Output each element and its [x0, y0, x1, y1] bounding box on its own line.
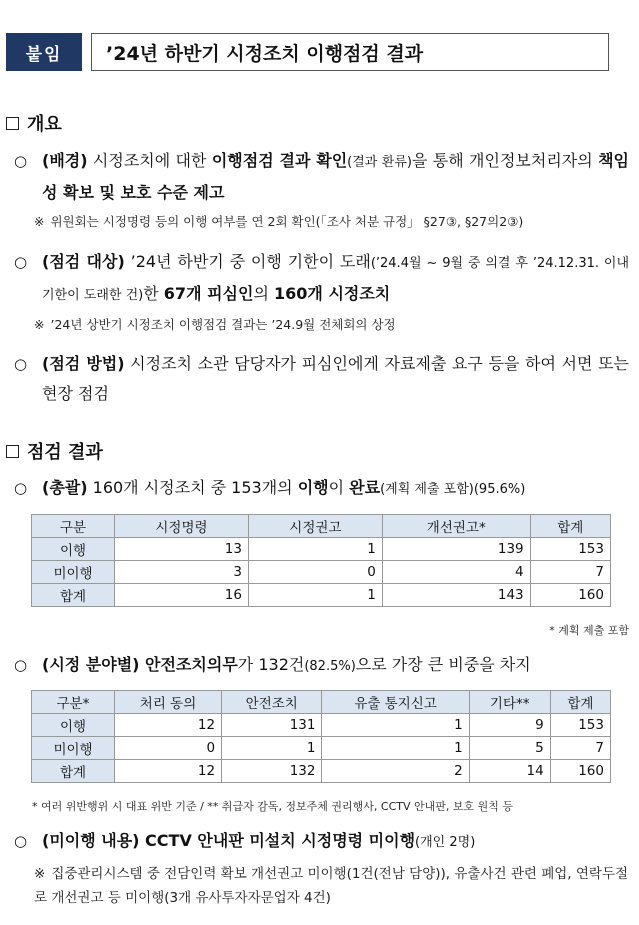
table-header-cell: 구분 [32, 515, 115, 538]
bullet-background [14, 146, 629, 208]
table-header-cell: 합계 [530, 515, 610, 538]
summary-table [31, 514, 611, 607]
table-cell: 1 [322, 737, 469, 760]
bullet-unfulfilled [14, 826, 629, 858]
row-label: 미이행 [32, 561, 115, 584]
table-cell: 143 [382, 584, 530, 607]
square-bullet-icon [6, 117, 19, 130]
section-results [6, 438, 103, 464]
circle-bullet-icon: ○ [14, 479, 28, 497]
table-footnote: * 여러 위반행위 시 대표 위반 기준 / ** 취급자 감독, 정보주체 권리행사, CCTV 안내판, 보호 원칙 등 [32, 800, 514, 813]
table-cell: 1 [322, 714, 469, 737]
document-title: ’24년 하반기 시정조치 이행점검 결과 [91, 33, 609, 71]
note-unfulfilled-detail: ※ 집중관리시스템 중 전담인력 확보 개선권고 미이행(1건(전남 담양)), 유출사건 관련 폐업, 연락두절로 개선권고 등 미이행(3개 유사투자자문업자 4건) [34, 866, 629, 906]
note-regulation: ※ 위원회는 시정명령 등의 이행 여부를 연 2회 확인(「조사 처분 규정」 §27③, §27의2③) [34, 214, 524, 229]
bullet-summary [14, 473, 629, 505]
table-row [32, 760, 611, 783]
table-header-cell: 시정권고 [248, 515, 382, 538]
table-row [32, 538, 611, 561]
table-header-cell: 시정명령 [115, 515, 249, 538]
table-cell: 1 [248, 538, 382, 561]
row-label: 합계 [32, 760, 115, 783]
table-row [32, 584, 611, 607]
table-cell: 13 [115, 538, 249, 561]
section-overview [6, 110, 62, 136]
document-header [6, 33, 611, 71]
table-cell: 5 [469, 737, 550, 760]
row-label: 이행 [32, 714, 115, 737]
bullet-text: (총괄) 160개 시정조치 중 153개의 이행이 완료(계획 제출 포함)(95.6%) [42, 478, 526, 497]
note-previous-result: ※ ’24년 상반기 시정조치 이행점검 결과는 ’24.9월 전체회의 상정 [34, 317, 396, 332]
table-cell: 1 [222, 737, 322, 760]
table-cell: 131 [222, 714, 322, 737]
bullet-method [14, 349, 629, 409]
table-cell: 160 [550, 760, 610, 783]
circle-bullet-icon: ○ [14, 355, 28, 373]
table-cell: 0 [115, 737, 222, 760]
table-cell: 7 [530, 561, 610, 584]
bullet-by-field [14, 650, 629, 682]
table-header-cell: 개선권고* [382, 515, 530, 538]
table-cell: 12 [115, 760, 222, 783]
section-title: 점검 결과 [27, 442, 103, 463]
table-row [32, 714, 611, 737]
field-table [31, 690, 611, 783]
table-cell: 139 [382, 538, 530, 561]
table-header-cell: 유출 통지신고 [322, 691, 469, 714]
row-label: 미이행 [32, 737, 115, 760]
table-cell: 153 [550, 714, 610, 737]
table-header-cell: 합계 [550, 691, 610, 714]
table-header-cell: 기타** [469, 691, 550, 714]
row-label: 합계 [32, 584, 115, 607]
table-header-row [32, 691, 611, 714]
table-cell: 0 [248, 561, 382, 584]
bullet-text: (시정 분야별) 안전조치의무가 132건(82.5%)으로 가장 큰 비중을 차지 [42, 655, 531, 674]
table-cell: 9 [469, 714, 550, 737]
table-cell: 14 [469, 760, 550, 783]
table-header-cell: 안전조치 [222, 691, 322, 714]
table-cell: 4 [382, 561, 530, 584]
bullet-text: (미이행 내용) CCTV 안내판 미설치 시정명령 미이행(개인 2명) [42, 831, 476, 850]
section-title: 개요 [27, 114, 62, 135]
table-cell: 1 [248, 584, 382, 607]
table-header-cell: 처리 동의 [115, 691, 222, 714]
table-cell: 3 [115, 561, 249, 584]
circle-bullet-icon: ○ [14, 832, 28, 850]
table-row [32, 561, 611, 584]
attachment-badge: 붙임 [6, 33, 82, 71]
bullet-text: (점검 방법) 시정조치 소관 담당자가 피심인에게 자료제출 요구 등을 하여 서면 또는 현장 점검 [42, 354, 629, 403]
bullet-text: (점검 대상) ’24년 하반기 중 이행 기한이 도래(’24.4월 ~ 9월 중 의결 후 ’24.12.31. 이내 기한이 도래한 건)한 67개 피심인의 160개 시정조치 [42, 252, 630, 303]
table-cell: 12 [115, 714, 222, 737]
bullet-text: (배경) 시정조치에 대한 이행점검 결과 확인(결과 환류)을 통해 개인정보처리자의 책임성 확보 및 보호 수준 제고 [42, 151, 629, 202]
circle-bullet-icon: ○ [14, 656, 28, 674]
circle-bullet-icon: ○ [14, 152, 28, 170]
table-header-cell: 구분* [32, 691, 115, 714]
table-cell: 2 [322, 760, 469, 783]
table-row [32, 737, 611, 760]
row-label: 이행 [32, 538, 115, 561]
square-bullet-icon [6, 445, 19, 458]
table-cell: 132 [222, 760, 322, 783]
table-cell: 16 [115, 584, 249, 607]
table-cell: 153 [530, 538, 610, 561]
table-header-row [32, 515, 611, 538]
circle-bullet-icon: ○ [14, 253, 28, 271]
table-cell: 160 [530, 584, 610, 607]
bullet-target [14, 247, 629, 311]
table-cell: 7 [550, 737, 610, 760]
table-footnote: * 계획 제출 포함 [549, 624, 629, 637]
